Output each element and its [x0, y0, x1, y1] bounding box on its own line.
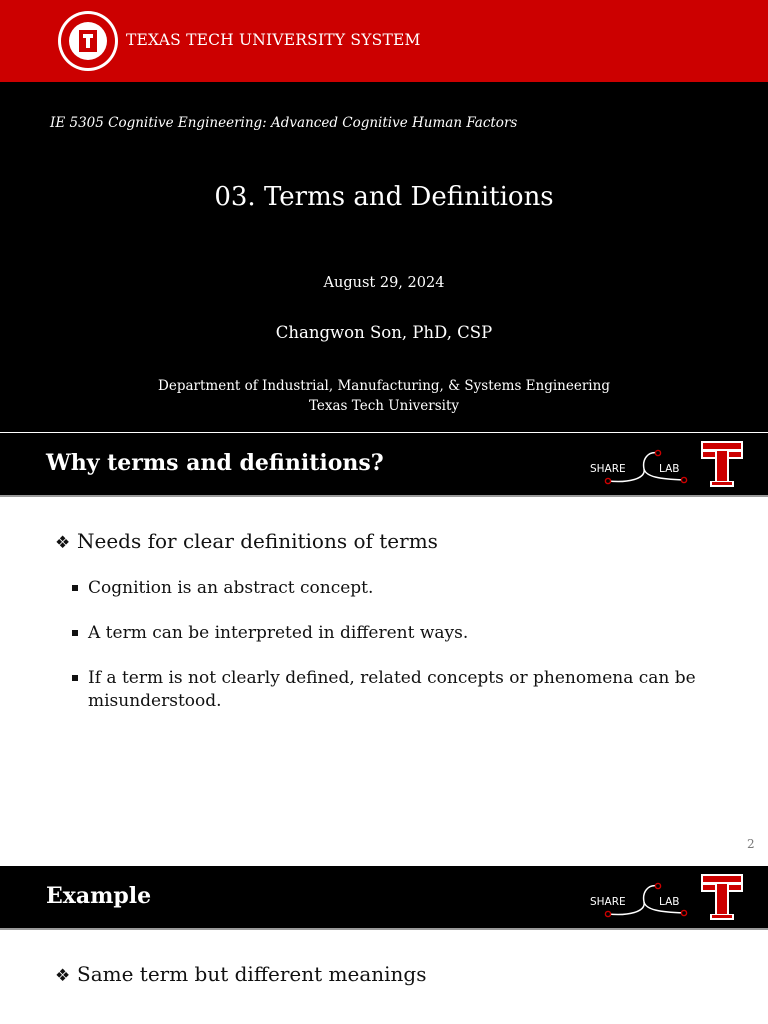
lecture-title: 03. Terms and Definitions: [214, 182, 554, 212]
share-lab-logo-icon: [588, 876, 690, 920]
ttu-header-bar: [0, 0, 768, 82]
system-name: TEXAS TECH UNIVERSITY SYSTEM: [126, 31, 421, 49]
share-lab-logo-lab: LAB: [659, 463, 680, 475]
double-t-logo-icon: [700, 872, 744, 922]
lecture-date: August 29, 2024: [323, 275, 445, 291]
sub-bullet-item: [72, 577, 712, 600]
square-bullet-icon: [72, 630, 78, 636]
bullet-text: Same term but different meanings: [77, 962, 427, 986]
sub-bullet-text: If a term is not clearly defined, related concepts or phenomena can be misunderstood.: [88, 668, 696, 711]
course-name: IE 5305 Cognitive Engineering: Advanced Cognitive Human Factors: [50, 115, 518, 131]
department-line: Department of Industrial, Manufacturing, & Systems Engineering: [158, 378, 610, 394]
double-t-logo-icon: [700, 439, 744, 489]
bullet-item: [55, 962, 426, 986]
ttu-seal-icon: [57, 10, 119, 72]
university-line: Texas Tech University: [308, 398, 460, 414]
share-lab-logo-share: SHARE: [590, 463, 626, 475]
bullet-item: [55, 529, 438, 553]
slide-title: Why terms and definitions?: [46, 450, 384, 476]
slide-header: [0, 866, 768, 930]
share-lab-logo-lab: LAB: [659, 896, 680, 908]
slide-title: Example: [46, 883, 152, 909]
author-name: Changwon Son, PhD, CSP: [275, 323, 493, 342]
diamond-bullet-icon: ❖: [55, 966, 71, 986]
bullet-text: Needs for clear definitions of terms: [77, 529, 438, 553]
square-bullet-icon: [72, 585, 78, 591]
slide-header: [0, 433, 768, 497]
diamond-bullet-icon: ❖: [55, 533, 71, 553]
sub-bullet-text: Cognition is an abstract concept.: [88, 578, 374, 598]
share-lab-logo-icon: [588, 443, 690, 487]
sub-bullet-item: [72, 622, 712, 645]
title-slide: [0, 0, 768, 432]
department: [0, 376, 768, 416]
sub-bullet-text: A term can be interpreted in different ways.: [88, 623, 469, 643]
square-bullet-icon: [72, 675, 78, 681]
share-lab-logo-share: SHARE: [590, 896, 626, 908]
page-number: 2: [747, 837, 755, 851]
sub-bullet-item: [72, 667, 712, 713]
